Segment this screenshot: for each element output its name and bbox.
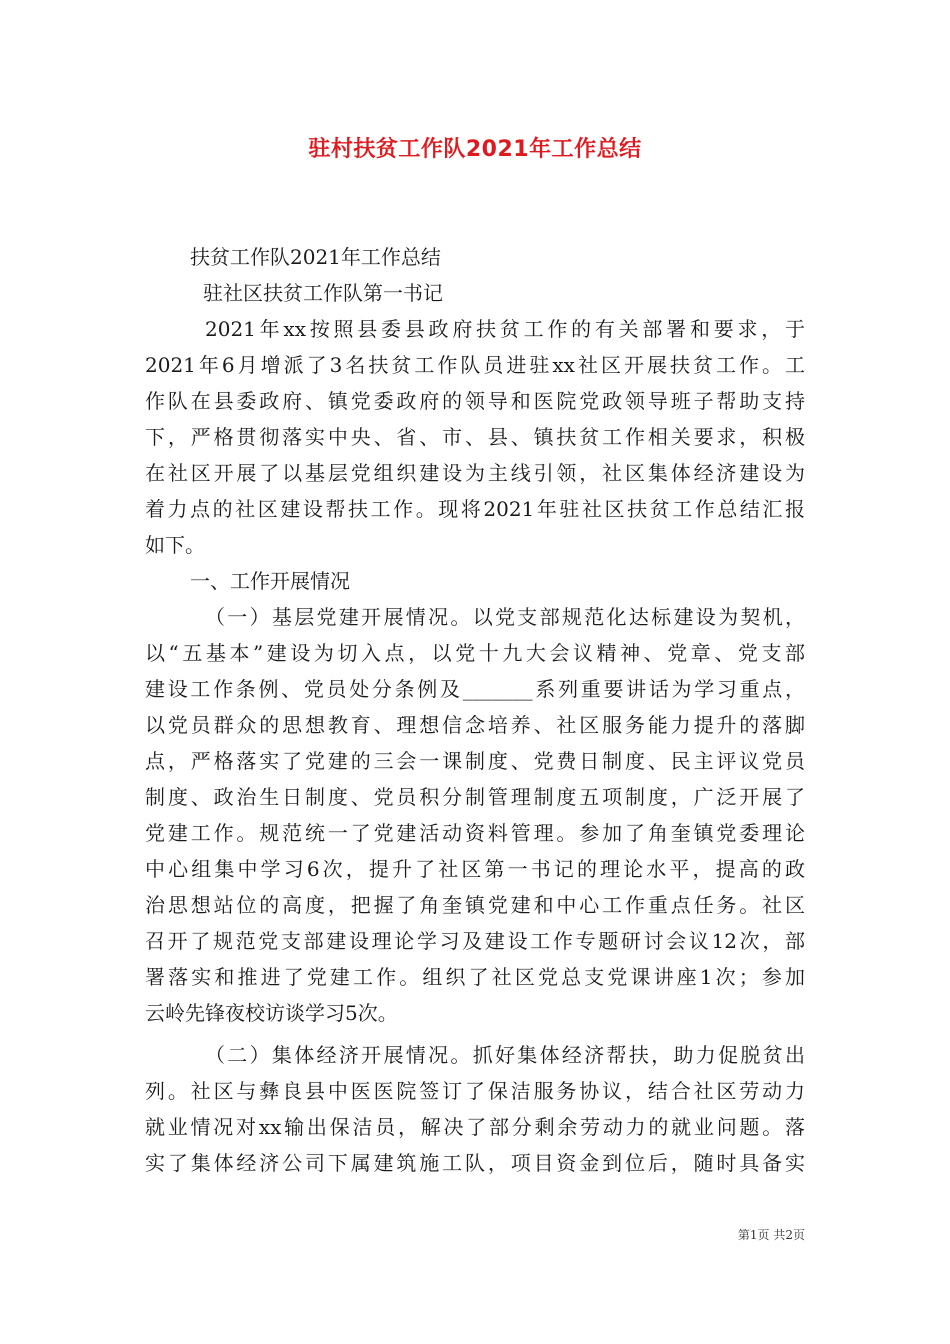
paragraph-line: 2021年6月增派了3名扶贫工作队员进驻xx社区开展扶贫工作。工 xyxy=(145,353,805,377)
section-heading: 一、工作开展情况 xyxy=(190,569,350,593)
intro-paragraph xyxy=(145,311,805,563)
paragraph-line: 云岭先锋夜校访谈学习5次。 xyxy=(145,1001,398,1025)
paragraph-line: 下，严格贯彻落实中央、省、市、县、镇扶贫工作相关要求，积极 xyxy=(145,425,805,449)
paragraph-line: 点，严格落实了党建的三会一课制度、党费日制度、民主评议党员 xyxy=(145,749,805,773)
paragraph-line: 中心组集中学习6次，提升了社区第一书记的理论水平，提高的政 xyxy=(145,857,805,881)
document-subtitle: 扶贫工作队2021年工作总结 xyxy=(190,245,441,269)
paragraph-line: （二）集体经济开展情况。抓好集体经济帮扶，助力促脱贫出 xyxy=(205,1043,805,1067)
paragraph-line: 建设工作条例、党员处分条例及_______系列重要讲话为学习重点， xyxy=(145,677,805,701)
paragraph-line: 就业情况对xx输出保洁员，解决了部分剩余劳动力的就业问题。落 xyxy=(145,1115,805,1139)
paragraph-line: 着力点的社区建设帮扶工作。现将2021年驻社区扶贫工作总结汇报 xyxy=(145,497,805,521)
paragraph-line: 实了集体经济公司下属建筑施工队，项目资金到位后，随时具备实 xyxy=(145,1151,805,1175)
paragraph-line: 以党员群众的思想教育、理想信念培养、社区服务能力提升的落脚 xyxy=(145,713,805,737)
paragraph-line: 制度、政治生日制度、党员积分制管理制度五项制度，广泛开展了 xyxy=(145,785,805,809)
paragraph-line: 列。社区与彝良县中医医院签订了保洁服务协议，结合社区劳动力 xyxy=(145,1079,805,1103)
page-number-footer: 第1页 共2页 xyxy=(737,1228,805,1242)
paragraph-line: 作队在县委政府、镇党委政府的领导和医院党政领导班子帮助支持 xyxy=(145,389,805,413)
document-title: 驻村扶贫工作队2021年工作总结 xyxy=(308,137,642,162)
paragraph-line: 在社区开展了以基层党组织建设为主线引领，社区集体经济建设为 xyxy=(145,461,805,485)
paragraph-line: 党建工作。规范统一了党建活动资料管理。参加了角奎镇党委理论 xyxy=(145,821,805,845)
author-line: 驻社区扶贫工作队第一书记 xyxy=(203,281,443,305)
paragraph-line: 以“五基本”建设为切入点，以党十九大会议精神、党章、党支部 xyxy=(145,641,805,665)
paragraph-line: 治思想站位的高度，把握了角奎镇党建和中心工作重点任务。社区 xyxy=(145,893,805,917)
section-2-paragraph xyxy=(145,1037,805,1181)
paragraph-line: 如下。 xyxy=(145,533,205,557)
paragraph-line: （一）基层党建开展情况。以党支部规范化达标建设为契机， xyxy=(205,605,805,629)
document-body xyxy=(145,239,805,1181)
paragraph-line: 召开了规范党支部建设理论学习及建设工作专题研讨会议12次，部 xyxy=(145,929,805,953)
paragraph-line: 署落实和推进了党建工作。组织了社区党总支党课讲座1次；参加 xyxy=(145,965,805,989)
section-1-paragraph xyxy=(145,599,805,1031)
paragraph-line: 2021年xx按照县委县政府扶贫工作的有关部署和要求，于 xyxy=(205,317,805,341)
